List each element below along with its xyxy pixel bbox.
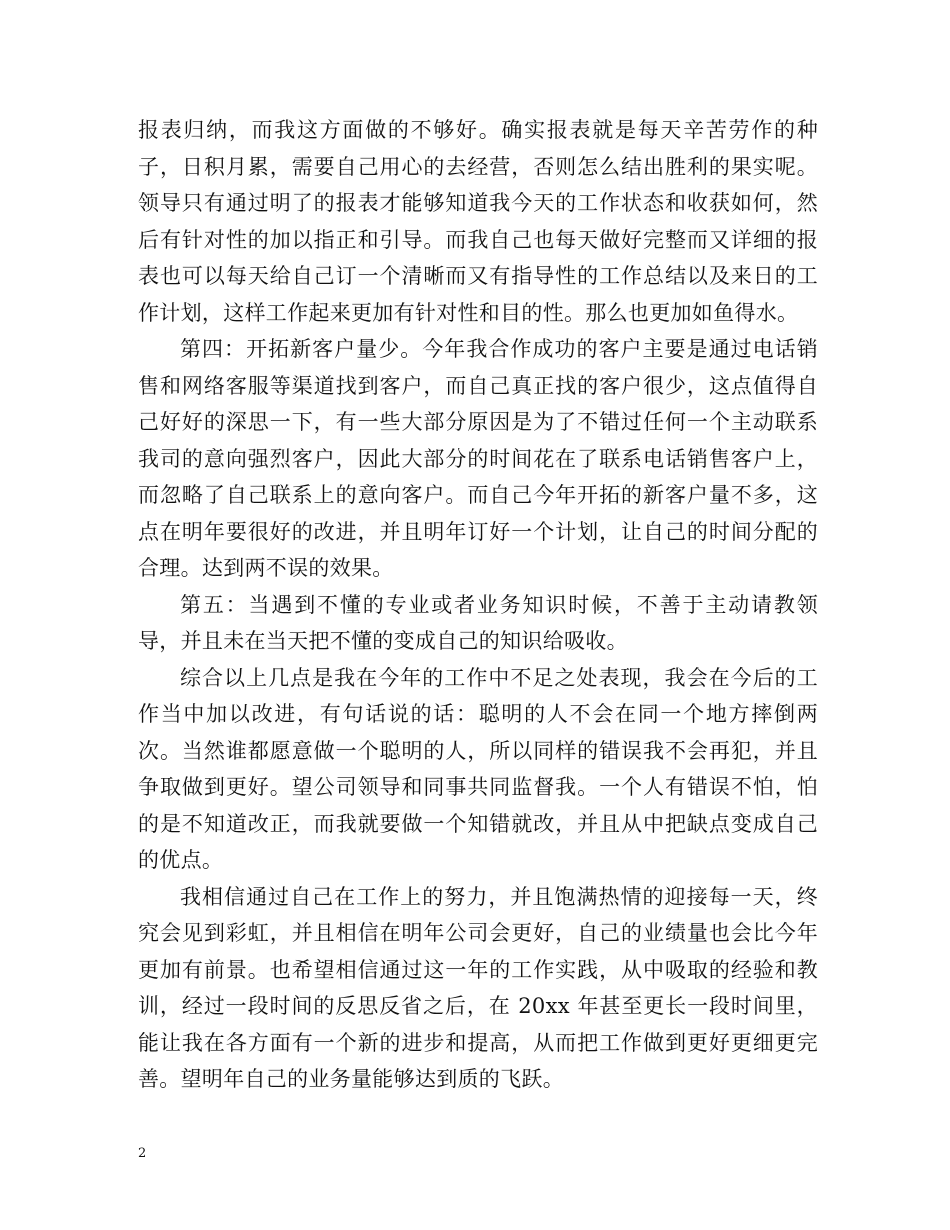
- document-body: [138, 112, 818, 1098]
- paragraph-1: 报表归纳，而我这方面做的不够好。确实报表就是每天辛苦劳作的种子，日积月累，需要自己用心的去经营，否则怎么结出胜利的果实呢。领导只有通过明了的报表才能够知道我今天的工作状态和收获如何，然后有针对性的加以指正和引导。而我自己也每天做好完整而又详细的报表也可以每天给自己订一个清晰而又有指导性的工作总结以及来日的工作计划，这样工作起来更加有针对性和目的性。那么也更加如鱼得水。: [138, 118, 818, 325]
- paragraph-4: 综合以上几点是我在今年的工作中不足之处表现，我会在今后的工作当中加以改进，有句话说的话：聪明的人不会在同一个地方摔倒两次。当然谁都愿意做一个聪明的人，所以同样的错误我不会再犯，并且争取做到更好。望公司领导和同事共同监督我。一个人有错误不怕，怕的是不知道改正，而我就要做一个知错就改，并且从中把缺点变成自己的优点。: [138, 665, 818, 872]
- page-number: 2: [138, 1146, 147, 1161]
- paragraph-5: 我相信通过自己在工作上的努力，并且饱满热情的迎接每一天，终究会见到彩虹，并且相信在明年公司会更好，自己的业绩量也会比今年更加有前景。也希望相信通过这一年的工作实践，从中吸取的经验和教训，经过一段时间的反思反省之后，在 20xx 年甚至更长一段时间里，能让我在各方面有一个新的进步和提高，从而把工作做到更好更细更完善。望明年自己的业务量能够达到质的飞跃。: [138, 884, 818, 1091]
- paragraph-3: 第五：当遇到不懂的专业或者业务知识时候，不善于主动请教领导，并且未在当天把不懂的变成自己的知识给吸收。: [138, 592, 818, 653]
- paragraph-2: 第四：开拓新客户量少。今年我合作成功的客户主要是通过电话销售和网络客服等渠道找到客户，而自己真正找的客户很少，这点值得自己好好的深思一下，有一些大部分原因是为了不错过任何一个主动联系我司的意向强烈客户，因此大部分的时间花在了联系电话销售客户上，而忽略了自己联系上的意向客户。而自己今年开拓的新客户量不多，这点在明年要很好的改进，并且明年订好一个计划，让自己的时间分配的合理。达到两不误的效果。: [138, 337, 818, 580]
